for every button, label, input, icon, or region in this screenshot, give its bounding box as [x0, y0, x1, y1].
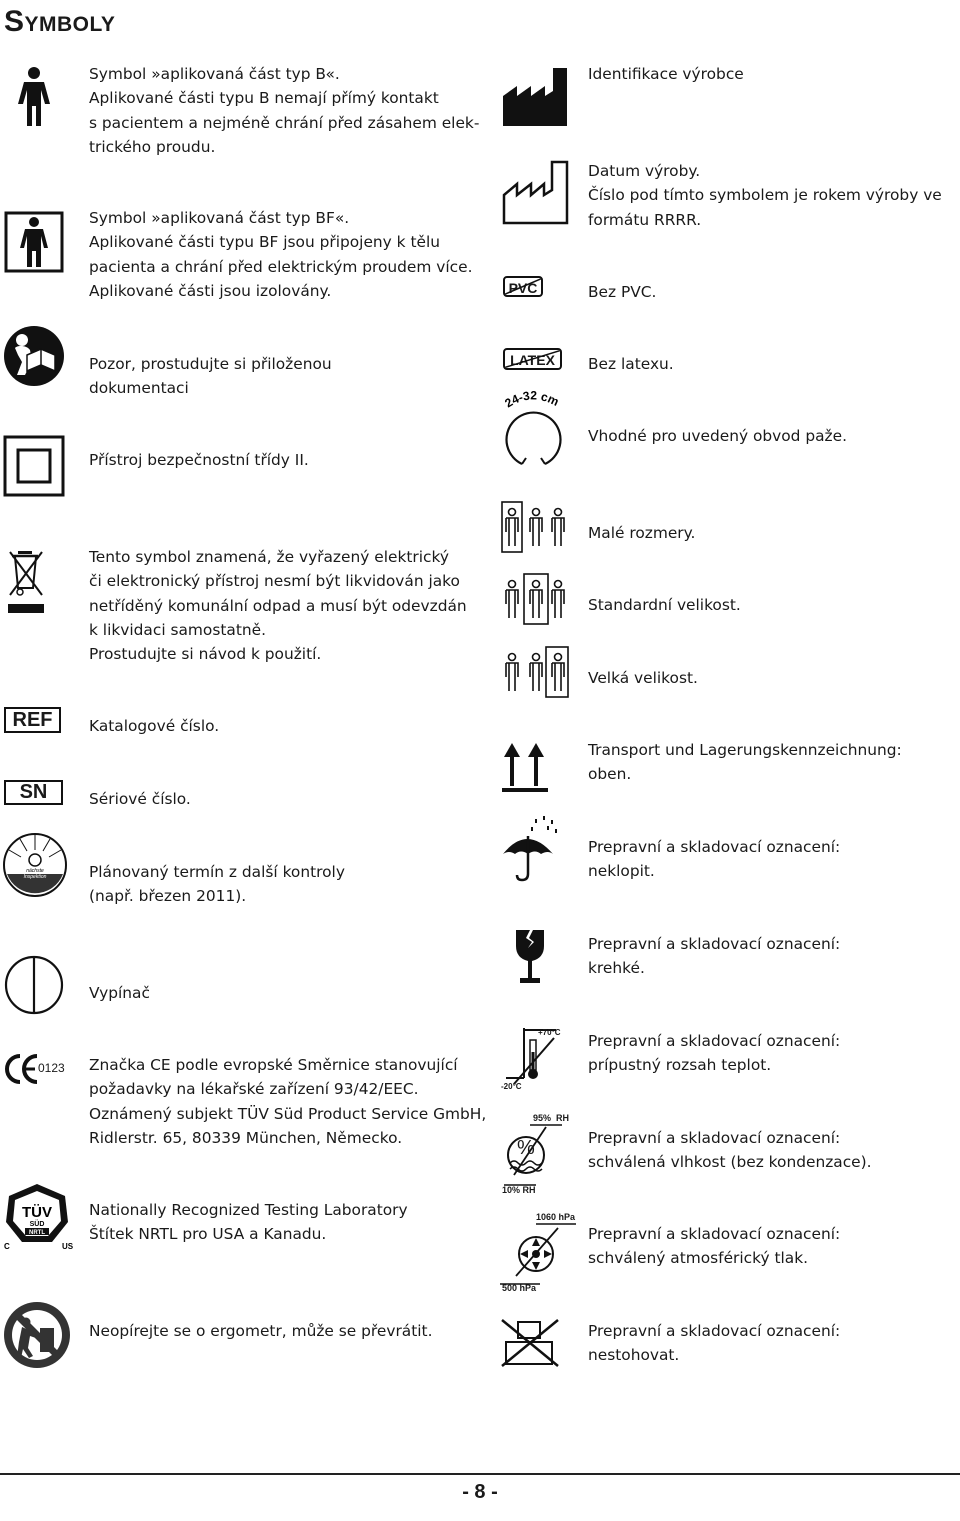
- page-title: Symboly: [4, 5, 116, 38]
- inspection-text: Plánovaný termín z další kontroly (např. březen 2011).: [89, 863, 345, 906]
- sticker-text-1: nächste: [26, 868, 44, 874]
- us-label: US: [62, 1242, 74, 1251]
- pvc-free-text: Bez PVC.: [588, 283, 657, 301]
- size-standard-icon: [500, 572, 570, 626]
- pvc-label: PVC: [508, 280, 538, 296]
- safety-class-2-text: Přístroj bezpečnostní třídy II.: [89, 451, 309, 469]
- power-switch-icon: [3, 954, 65, 1016]
- manufacture-date-icon: [501, 159, 571, 227]
- bottom-rule: [0, 1473, 960, 1475]
- humidity-low-label: 10% RH: [502, 1185, 536, 1195]
- tuv-nrtl-icon: [2, 1182, 76, 1252]
- latex-free-text: Bez latexu.: [588, 355, 674, 373]
- inspection-sticker-icon: [2, 832, 68, 898]
- tuv-nrtl-text: Nationally Recognized Testing Laboratory Štítek NRTL pro USA a Kanadu.: [89, 1201, 408, 1244]
- sticker-text-2: Inspektion: [23, 874, 47, 880]
- weee-bin-icon: [6, 548, 46, 616]
- page-number: - 8 -: [462, 1481, 498, 1503]
- read-manual-text: Pozor, prostudujte si přiloženou dokumentaci: [89, 355, 332, 398]
- manufacture-date-text: Datum výroby. Číslo pod tímto symbolem je rokem výroby ve formátu RRRR.: [588, 162, 942, 229]
- temp-low-label: -20°C: [501, 1082, 522, 1091]
- manufacturer-icon: [501, 66, 571, 128]
- ref-label: REF: [12, 709, 53, 731]
- applied-part-b-icon: [14, 66, 54, 128]
- power-switch-text: Vypínač: [89, 984, 150, 1002]
- size-small-text: Malé rozmery.: [588, 524, 696, 542]
- keep-dry-icon: [501, 814, 563, 882]
- latex-label: LATEX: [510, 352, 555, 368]
- sn-label: SN: [19, 781, 48, 803]
- ce-mark-icon: [4, 1052, 74, 1088]
- no-leaning-text: Neopírejte se o ergometr, může se převrátit.: [89, 1322, 433, 1340]
- do-not-stack-icon: [500, 1318, 560, 1368]
- humidity-limit-icon: [500, 1113, 572, 1197]
- pressure-high-label: 1060 hPa: [536, 1212, 576, 1222]
- temperature-limit-text: Prepravní a skladovací oznacení: prípustný rozsah teplot.: [588, 1032, 841, 1075]
- humidity-high-label: 95% RH: [533, 1113, 570, 1123]
- ce-mark-text: Značka CE podle evropské Směrnice stanovující požadavky na lékařské zařízení 93/42/EEC. Oznámený subjekt TÜV Süd Product Service GmbH, Ridlerstr. 65, 80339 München, Německo.: [89, 1056, 487, 1147]
- this-way-up-icon: [502, 741, 548, 793]
- c-label: C: [4, 1242, 10, 1251]
- arm-circumference-text: Vhodné pro uvedený obvod paže.: [588, 427, 847, 445]
- no-leaning-icon: [2, 1300, 72, 1370]
- sn-text: Sériové číslo.: [89, 790, 191, 808]
- applied-part-bf-icon: [4, 211, 64, 273]
- size-large-icon: [500, 645, 570, 699]
- svg-text:24-32 cm: [502, 388, 561, 410]
- ce-number: 0123: [38, 1061, 65, 1075]
- applied-part-bf-text: Symbol »aplikovaná část typ BF«. Aplikované části typu BF jsou připojeny k tělu pacienta a chrání před elektrickým proudem více. Aplikované části jsou izolovány.: [89, 209, 473, 300]
- this-way-up-text: Transport und Lagerungskennzeichnung: oben.: [588, 741, 902, 784]
- fragile-icon: [510, 928, 550, 988]
- ref-icon: [4, 707, 61, 733]
- arm-size-label: 24-32 cm: [502, 388, 562, 411]
- latex-free-icon: [503, 348, 562, 370]
- pvc-free-icon: [503, 276, 543, 297]
- safety-class-2-icon: [3, 435, 65, 497]
- nrtl-label: NRTL: [29, 1230, 45, 1236]
- manufacturer-text: Identifikace výrobce: [588, 65, 744, 83]
- ref-text: Katalogové číslo.: [89, 717, 220, 735]
- fragile-text: Prepravní a skladovací oznacení: krehké.: [588, 935, 841, 978]
- arm-circumference-icon: [500, 386, 568, 470]
- pressure-limit-icon: [500, 1210, 580, 1296]
- pressure-limit-text: Prepravní a skladovací oznacení: schválený atmosférický tlak.: [588, 1225, 841, 1268]
- keep-dry-text: Prepravní a skladovací oznacení: neklopit.: [588, 838, 841, 881]
- sn-icon: [4, 780, 63, 805]
- applied-part-b-text: Symbol »aplikovaná část typ B«. Aplikované části typu B nemají přímý kontakt s pacientem a nejméně chrání před zásahem elek- trického proudu.: [89, 65, 480, 156]
- humidity-percent-label: %: [517, 1137, 535, 1159]
- size-small-icon: [500, 500, 570, 554]
- weee-text: Tento symbol znamená, že vyřazený elektrický či elektronický přístroj nesmí být likvidován jako netříděný komunální odpad a musí být odevzdán k likvidaci samostatně. Prostudujte si návod k použití.: [89, 548, 467, 664]
- humidity-limit-text: Prepravní a skladovací oznacení: schválená vlhkost (bez kondenzace).: [588, 1129, 872, 1172]
- size-standard-text: Standardní velikost.: [588, 596, 741, 614]
- pressure-low-label: 500 hPa: [502, 1283, 537, 1293]
- do-not-stack-text: Prepravní a skladovací oznacení: nestohovat.: [588, 1322, 841, 1365]
- temperature-limit-icon: [500, 1026, 566, 1094]
- tuv-label: TÜV: [22, 1204, 52, 1221]
- size-large-text: Velká velikost.: [588, 669, 698, 687]
- sud-label: SÜD: [29, 1221, 45, 1228]
- temp-high-label: +70°C: [538, 1028, 561, 1037]
- read-manual-icon: [3, 325, 65, 387]
